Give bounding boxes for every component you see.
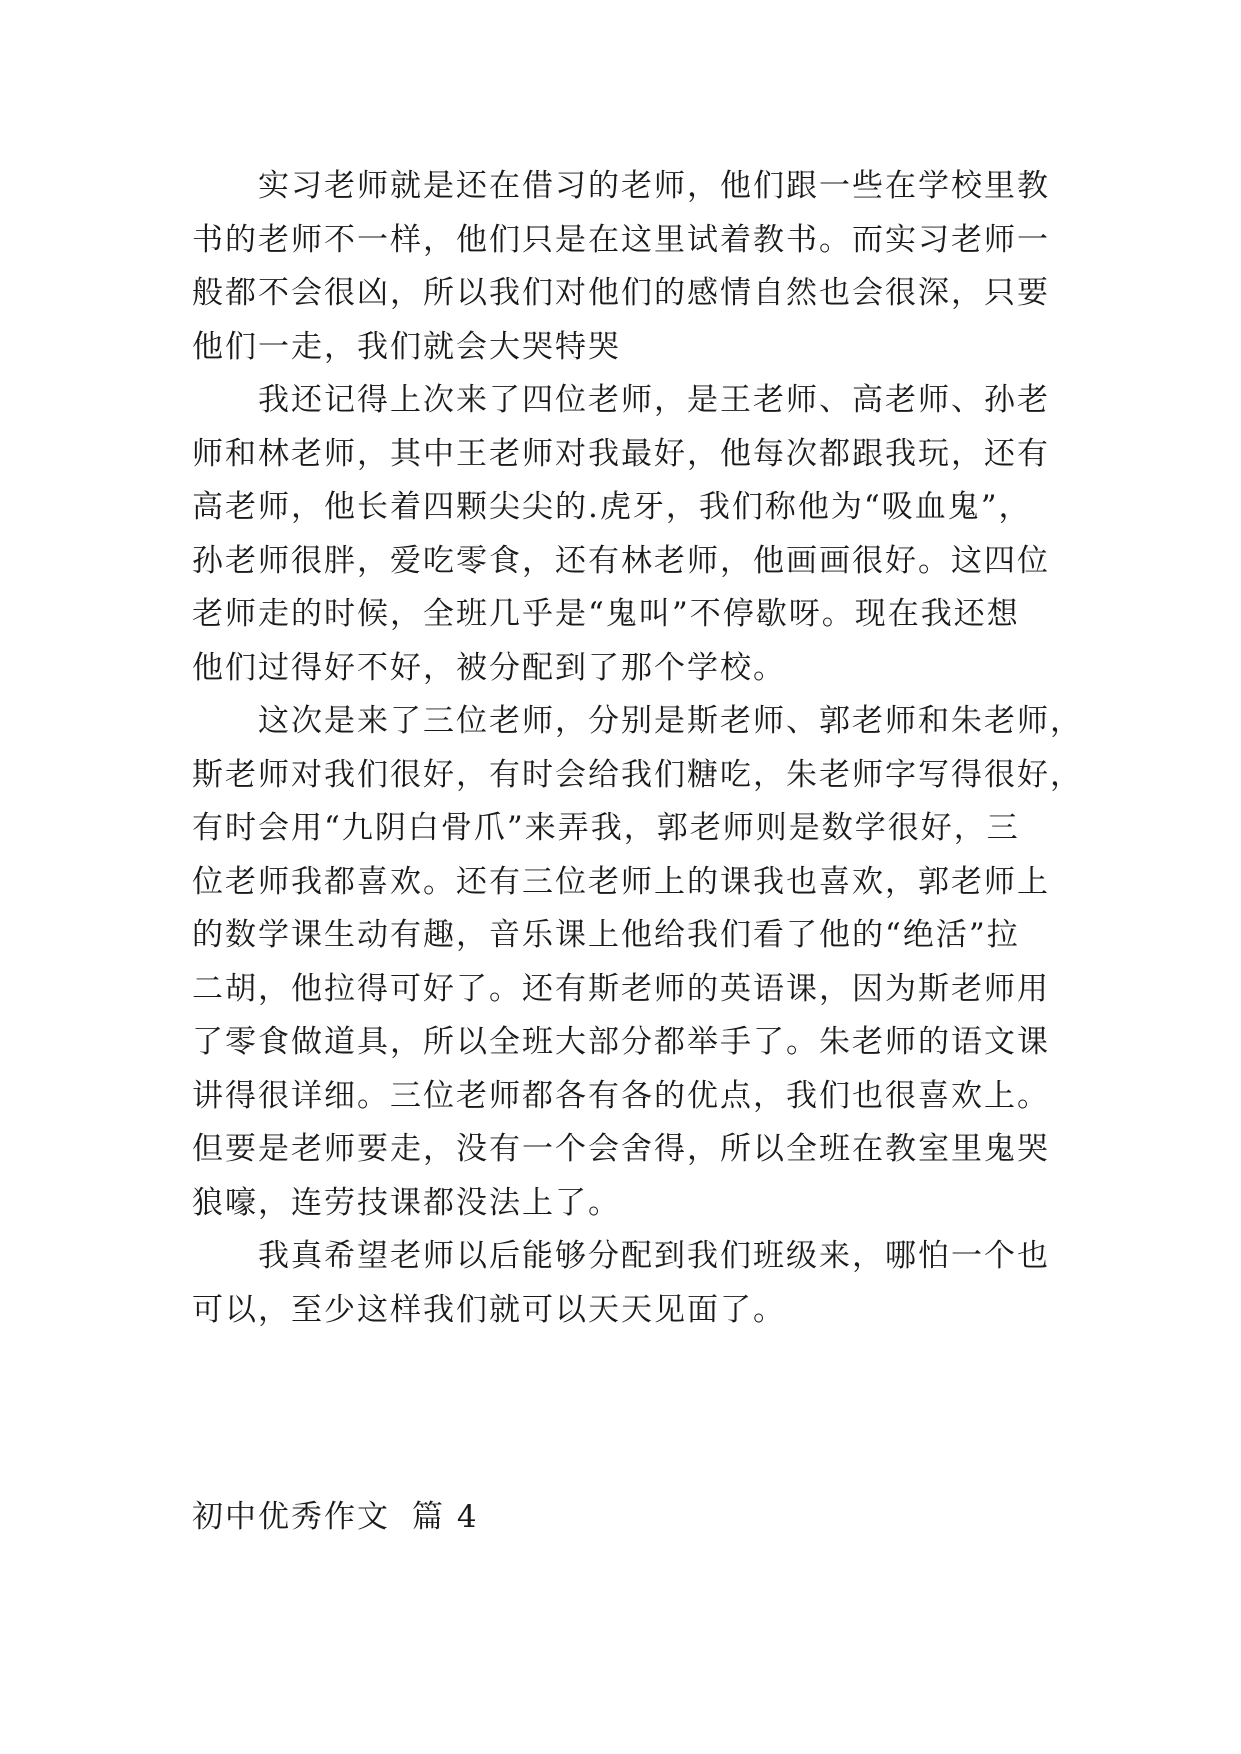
paragraph-line: 了零食做道具，所以全班大部分都举手了。朱老师的语文课 (192, 1024, 1050, 1060)
paragraph-line: 书的老师不一样，他们只是在这里试着教书。而实习老师一 (192, 221, 1050, 258)
paragraph-3 (192, 695, 1083, 1230)
paragraph-line: 的数学课生动有趣，音乐课上他给我们看了他的“绝活”拉 (192, 917, 1020, 953)
section-heading (192, 1491, 479, 1536)
paragraph-4 (192, 1230, 1052, 1337)
paragraph-line: 实习老师就是还在借习的老师，他们跟一些在学校里教 (258, 168, 1050, 204)
paragraph-line: 位老师我都喜欢。还有三位老师上的课我也喜欢，郭老师上 (192, 863, 1050, 900)
paragraph-line: 他们过得好不好，被分配到了那个学校。 (192, 649, 786, 686)
heading-suffix: 篇 4 (412, 1499, 479, 1535)
paragraph-line: 二胡，他拉得可好了。还有斯老师的英语课，因为斯老师用 (192, 970, 1050, 1007)
paragraph-line: 有时会用“九阴白骨爪”来弄我，郭老师则是数学很好，三 (192, 810, 1020, 846)
paragraph-1 (192, 160, 1052, 374)
paragraph-line: 他们一走，我们就会大哭特哭 (192, 328, 621, 365)
paragraph-line: 讲得很详细。三位老师都各有各的优点，我们也很喜欢上。 (192, 1077, 1050, 1114)
paragraph-line: 斯老师对我们很好，有时会给我们糖吃，朱老师字写得很好， (192, 756, 1083, 793)
paragraph-line: 我还记得上次来了四位老师，是王老师、高老师、孙老 (258, 382, 1050, 418)
essay-body (192, 160, 1083, 1337)
paragraph-line: 孙老师很胖，爱吃零食，还有林老师，他画画很好。这四位 (192, 542, 1050, 579)
paragraph-line: 但要是老师要走，没有一个会舍得，所以全班在教室里鬼哭 (192, 1131, 1050, 1167)
paragraph-line: 般都不会很凶，所以我们对他们的感情自然也会很深，只要 (192, 275, 1050, 311)
heading-title: 初中优秀作文 (192, 1499, 390, 1535)
paragraph-line: 这次是来了三位老师，分别是斯老师、郭老师和朱老师， (258, 703, 1083, 739)
paragraph-line: 狼嚎，连劳技课都没法上了。 (192, 1184, 621, 1221)
paragraph-2 (192, 374, 1052, 695)
paragraph-line: 可以，至少这样我们就可以天天见面了。 (192, 1291, 786, 1328)
paragraph-line: 高老师，他长着四颗尖尖的.虎牙，我们称他为“吸血鬼”， (192, 489, 1032, 525)
paragraph-line: 师和林老师，其中王老师对我最好，他每次都跟我玩，还有 (192, 435, 1050, 472)
paragraph-line: 老师走的时候，全班几乎是“鬼叫”不停歇呀。现在我还想 (192, 596, 1020, 632)
paragraph-line: 我真希望老师以后能够分配到我们班级来，哪怕一个也 (258, 1238, 1050, 1274)
